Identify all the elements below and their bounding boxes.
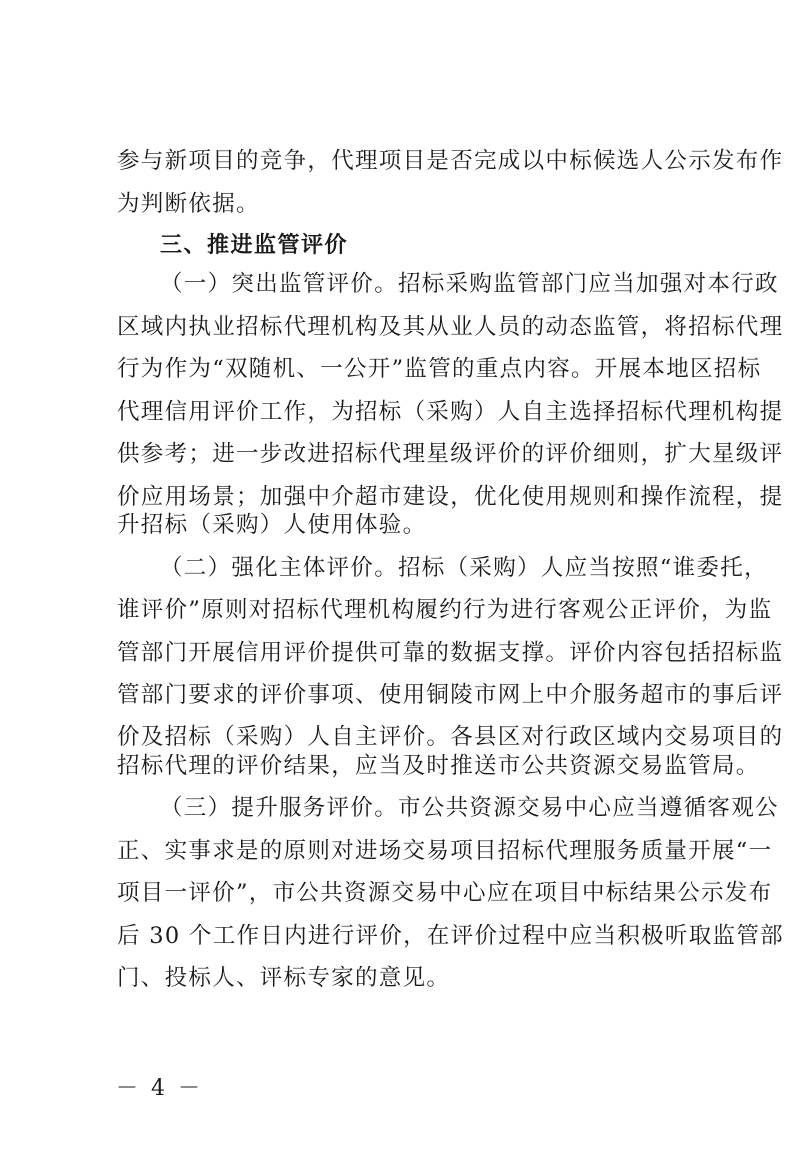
para1-line-5: 供参考；进一步改进招标代理星级评价的评价细则，扩大星级评	[117, 441, 784, 467]
para1-line-3: 行为作为“双随机、一公开”监管的重点内容。开展本地区招标	[117, 356, 762, 382]
para1-line-7: 升招标（采购）人使用体验。	[117, 512, 427, 538]
intro-line-2: 为判断依据。	[117, 191, 260, 217]
para3-line-1: （三）提升服务评价。市公共资源交易中心应当遵循客观公	[160, 795, 779, 821]
para2-line-2: 谁评价”原则对招标代理机构履约行为进行客观公正评价，为监	[117, 597, 773, 623]
para2-line-5: 价及招标（采购）人自主评价。各县区对行政区域内交易项目的	[117, 724, 784, 750]
para2-line-1: （二）强化主体评价。招标（采购）人应当按照“谁委托，	[160, 555, 768, 581]
para3-line-3: 项目一评价”，市公共资源交易中心应在项目中标结果公示发布	[117, 880, 773, 906]
para2-line-6: 招标代理的评价结果，应当及时推送市公共资源交易监管局。	[117, 753, 760, 779]
para1-line-1: （一）突出监管评价。招标采购监管部门应当加强对本行政	[160, 271, 779, 297]
para3-line-5: 门、投标人、评标专家的意见。	[117, 965, 451, 991]
section-heading: 三、推进监管评价	[160, 233, 349, 258]
para3-line-4: 后 30 个工作日内进行评价，在评价过程中应当积极听取监管部	[117, 923, 784, 949]
intro-line-1: 参与新项目的竞争，代理项目是否完成以中标候选人公示发布作	[117, 148, 784, 174]
para1-line-2: 区域内执业招标代理机构及其从业人员的动态监管，将招标代理	[117, 314, 784, 340]
para3-line-2: 正、实事求是的原则对进场交易项目招标代理服务质量开展“一	[117, 838, 773, 864]
page-number: － 4 －	[116, 1076, 203, 1101]
para2-line-3: 管部门开展信用评价提供可靠的数据支撑。评价内容包括招标监	[117, 640, 784, 666]
para1-line-4: 代理信用评价工作，为招标（采购）人自主选择招标代理机构提	[117, 399, 784, 425]
para2-line-4: 管部门要求的评价事项、使用铜陵市网上中介服务超市的事后评	[117, 682, 784, 708]
para1-line-6: 价应用场景；加强中介超市建设，优化使用规则和操作流程，提	[117, 484, 784, 510]
